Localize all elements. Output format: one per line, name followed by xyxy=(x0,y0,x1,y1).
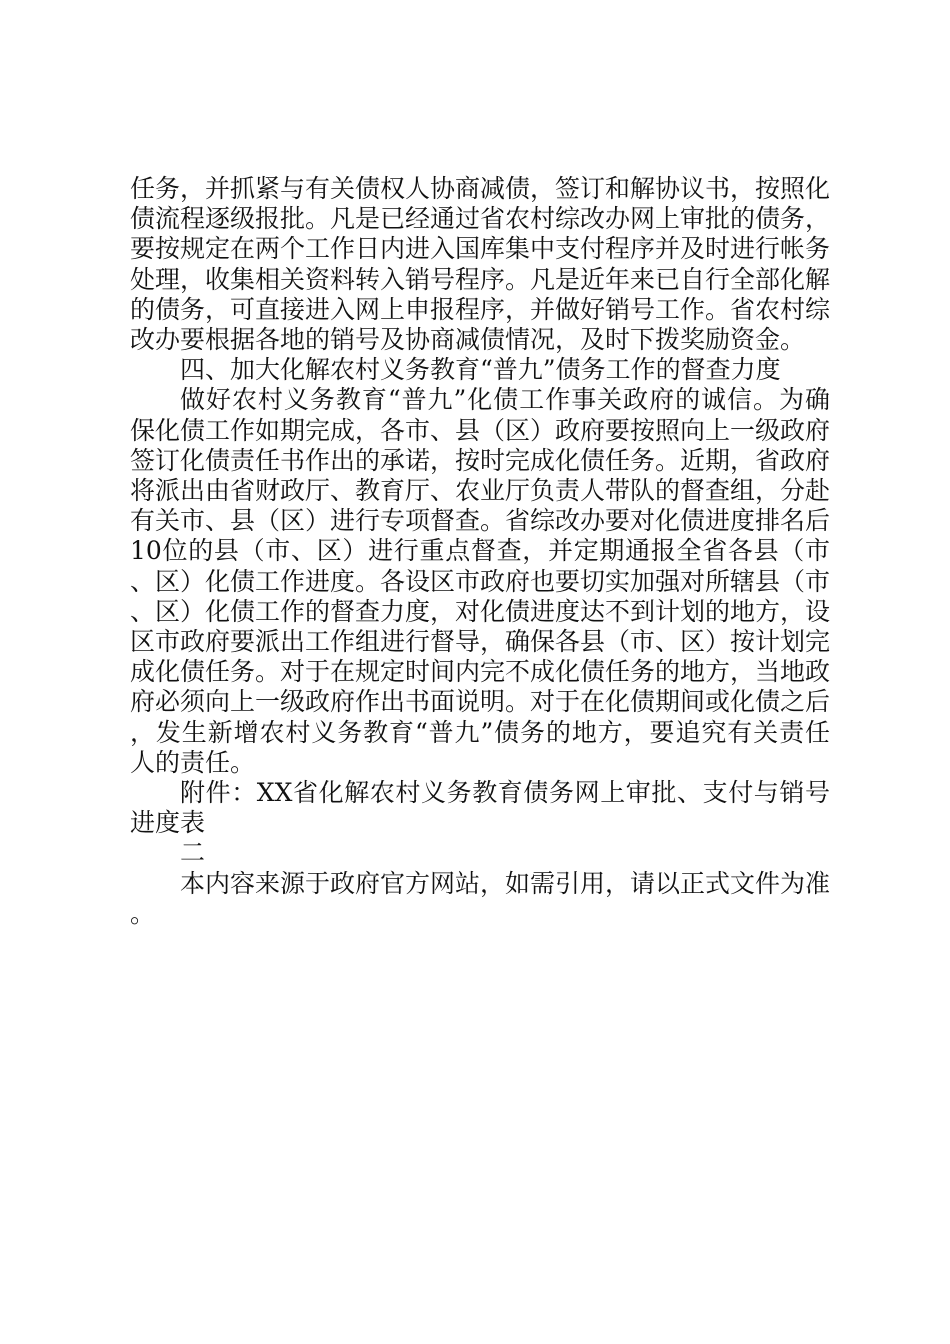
section-marker: 二 xyxy=(180,838,206,868)
paragraph-supervision-details: 做好农村义务教育“普九”化债工作事关政府的诚信。为确保化债工作如期完成，各市、县（区）政府要按照向上一级政府签订化债责任书作出的承诺，按时完成化债任务。近期，省政府将派出由省财政厅、教育厅、农业厅负责人带队的督查组，分赴有关市、县（区）进行专项督查。省综改办要对化债进度排名后10位的县（市、区）进行重点督查，并定期通报全省各县（市、区）化债工作进度。各设区市政府也要切实加强对所辖县（市、区）化债工作的督查力度，对化债进度达不到计划的地方，设区市政府要派出工作组进行督导，确保各县（市、区）按计划完成化债任务。对于在规定时间内完不成化债任务的地方，当地政府必须向上一级政府作出书面说明。对于在化债期间或化债之后，发生新增农村义务教育“普九”债务的地方，要追究有关责任人的责任。 xyxy=(130,385,831,777)
attachment-note: 附件：XX省化解农村义务教育债务网上审批、支付与销号进度表 xyxy=(130,778,830,838)
document-body xyxy=(130,174,830,929)
paragraph-debt-approval-process: 任务，并抓紧与有关债权人协商减债，签订和解协议书，按照化债流程逐级报批。凡是已经通过省农村综改办网上审批的债务，要按规定在两个工作日内进入国库集中支付程序并及时进行帐务处理，收集相关资料转入销号程序。凡是近年来已自行全部化解的债务，可直接进入网上申报程序，并做好销号工作。省农村综改办要根据各地的销号及协商减债情况，及时下拨奖励资金。 xyxy=(130,174,831,355)
section-heading-supervision: 四、加大化解农村义务教育“普九”债务工作的督查力度 xyxy=(180,355,781,385)
source-disclaimer: 本内容来源于政府官方网站，如需引用，请以正式文件为准。 xyxy=(130,868,831,928)
